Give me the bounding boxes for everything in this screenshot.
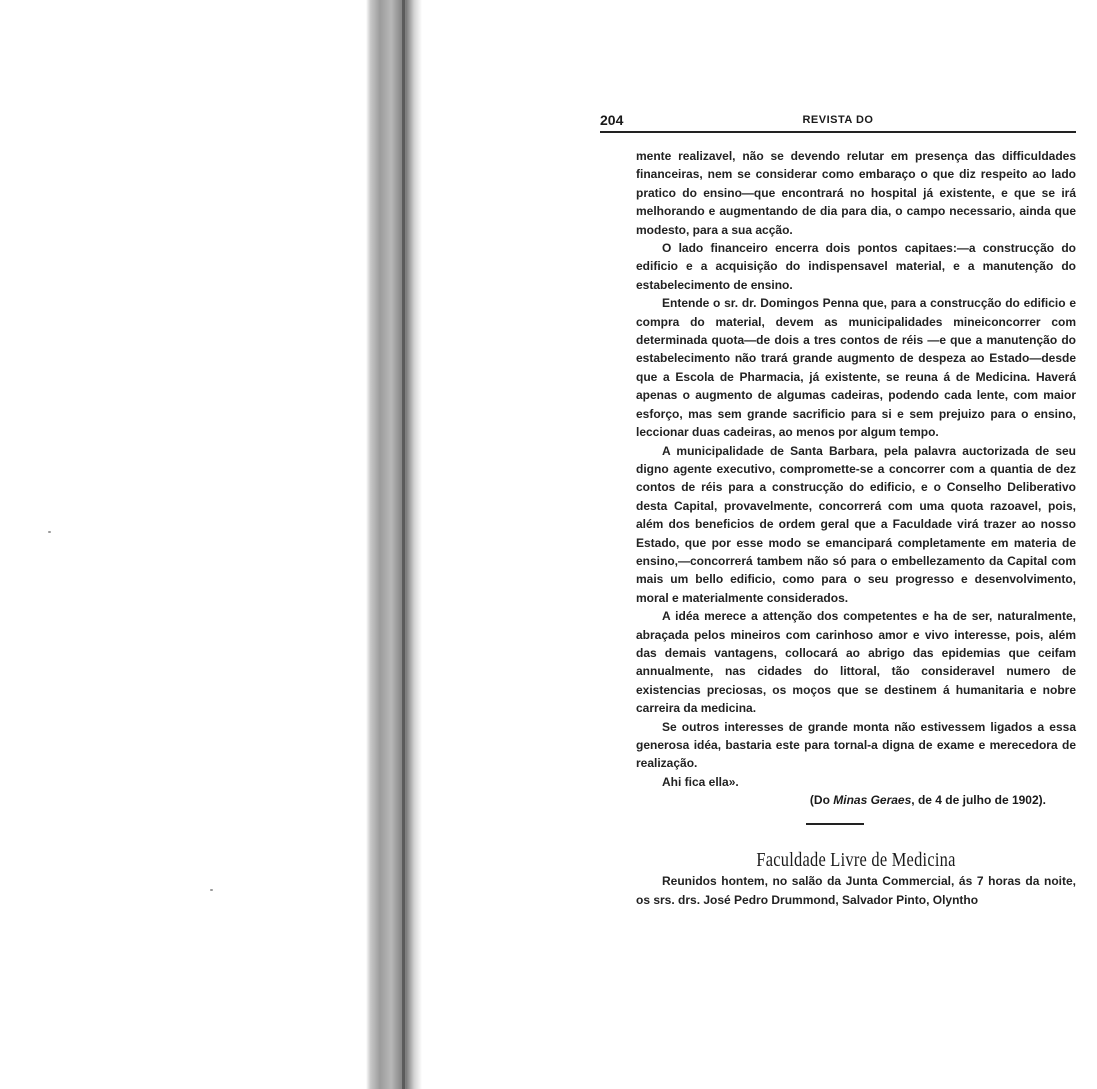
source-citation: (Do Minas Geraes, de 4 de julho de 1902). xyxy=(809,793,1046,808)
book-page xyxy=(600,112,1076,909)
paragraph: A municipalidade de Santa Barbara, pela palavra auctorizada de seu digno agente executivo, compromette-se a concorrer com a quantia de dez contos de réis para a construcção do edificio, e o Conselho Deliberativo desta Capital, provavelmente, concorrerá com uma quota razoavel, pois, além dos beneficios de ordem geral que a Faculdade virá trazer ao nosso Estado, que por esse modo se emancipará completamente em materia de ensino,—concorrerá tambem não só para o embellezamento da Capital com mais um bello edificio, como para o seu progresso e desenvolvimento, moral e materialmente considerados. xyxy=(636,443,1076,605)
paragraph: Entende o sr. dr. Domingos Penna que, para a construcção do edificio e compra do material, devem as municipalidades mineiconcorrer com determinada quota—de dois a tres contos de réis —e que a manutenção do estabelecimento não trará grande augmento de despeza ao Estado—desde que a Escola de Pharmacia, já existente, se reuna á de Medicina. Haverá apenas o augmento de algumas cadeiras, podendo cada lente, com maior esforço, mas sem grande sacrificio para si e sem prejuizo para o ensino, leccionar duas cadeiras, ao menos por algum tempo. xyxy=(636,296,1076,440)
paragraph: Se outros interesses de grande monta não estivessem ligados a essa generosa idéa, bastaria este para tornal-a digna de exame e merecedora de realização. xyxy=(636,719,1076,771)
paragraph: O lado financeiro encerra dois pontos capitaes:—a construcção do edificio e a acquisição do indispensavel material, e a manutenção do estabelecimento de ensino. xyxy=(636,241,1076,292)
book-gutter-line xyxy=(402,0,405,1089)
paragraph: Reunidos hontem, no salão da Junta Commercial, ás 7 horas da noite, os srs. drs. José Pedro Drummond, Salvador Pinto, Olyntho xyxy=(636,874,1076,907)
book-gutter-shadow xyxy=(366,0,422,1089)
page-header xyxy=(600,112,1076,133)
page-number: 204 xyxy=(600,112,624,128)
scan-speck xyxy=(48,531,51,533)
closing-line: Ahi fica ella». xyxy=(662,774,739,789)
paragraph: A idéa merece a attenção dos competentes e ha de ser, naturalmente, abraçada pelos mineiros com carinhoso amor e vivo interesse, pois, além das demais vantagens, collocará ao abrigo das epidemias que ceifam annualmente, nas cidades do littoral, tão consideravel numero de existencias preciosas, os moços que se destinem á humanitaria e nobre carreira da medicina. xyxy=(636,609,1076,716)
article-body xyxy=(636,147,1076,909)
paragraph: mente realizavel, não se devendo relutar em presença das difficuldades financeiras, nem se considerar como embaraço o que diz respeito ao lado pratico do ensino—que encontrará no hospital já existente, e que se irá melhorando e augmentando de dia para dia, o campo necessario, ainda que modesto, para a sua acção. xyxy=(636,149,1076,237)
section-heading: Faculdade Livre de Medicina xyxy=(756,849,956,872)
running-head: REVISTA DO xyxy=(802,114,874,126)
section-divider xyxy=(806,823,864,825)
scan-speck xyxy=(210,889,213,891)
source-title: Minas Geraes xyxy=(833,793,912,808)
